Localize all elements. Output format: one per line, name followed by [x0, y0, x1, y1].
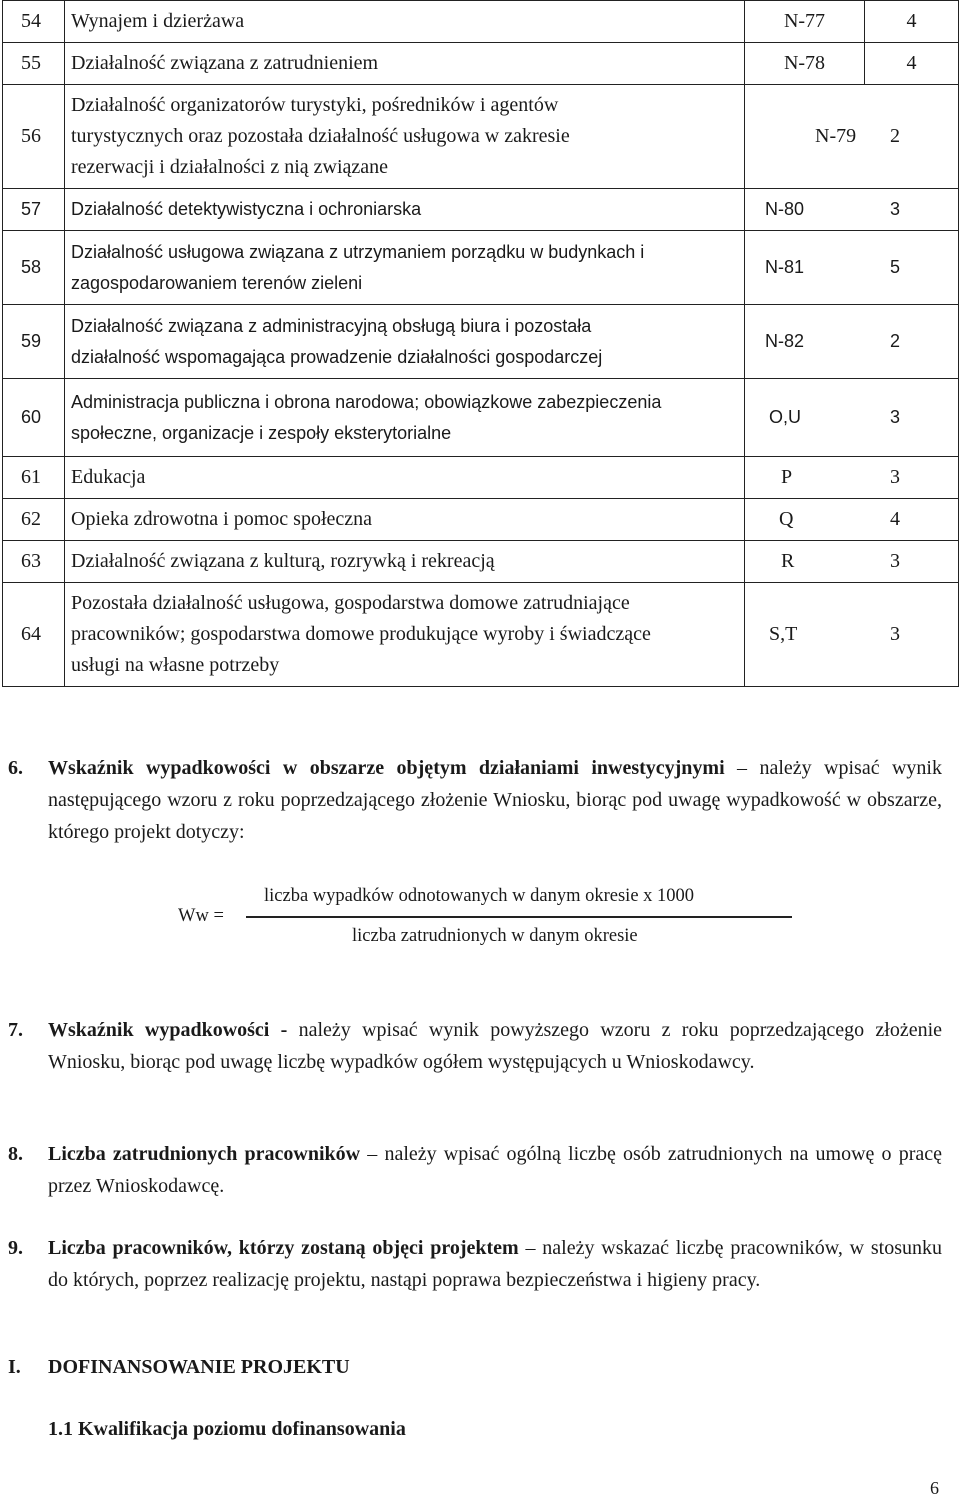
row-number: 57 [3, 189, 65, 231]
chapter-title: DOFINANSOWANIE PROJEKTU [48, 1356, 350, 1378]
merged-code-cell [745, 462, 958, 493]
section-number: 9. [8, 1237, 23, 1259]
table-row [3, 85, 959, 189]
section-number: 8. [8, 1143, 23, 1165]
table-row [3, 43, 959, 85]
row-code-count [745, 305, 959, 379]
merged-code-cell [745, 194, 958, 225]
row-code: N-80 [765, 199, 805, 219]
row-number: 62 [3, 499, 65, 541]
section-heading: Liczba pracowników, którzy zostaną objęci projektem [48, 1237, 519, 1259]
table-row [3, 231, 959, 305]
table-row [3, 379, 959, 457]
row-count: 4 [865, 43, 959, 85]
row-number: 54 [3, 1, 65, 43]
row-description: Wynajem i dzierżawa [65, 1, 745, 43]
row-description: Działalność związana z kulturą, rozrywką i rekreacją [65, 541, 745, 583]
formula-numerator: liczba wypadków odnotowanych w danym okresie x 1000 [264, 886, 695, 906]
row-description: Działalność usługowa związana z utrzymaniem porządku w budynkach i zagospodarowaniem terenów zieleni [65, 231, 745, 305]
table-row [3, 457, 959, 499]
row-code: R [781, 550, 795, 572]
section-text: – należy wpisać wynik następującego wzoru z roku poprzedzającego złożenie Wniosku, biorąc pod uwagę wypadkowość w obszarze, którego projekt dotyczy: [48, 757, 942, 843]
row-code: N-79 [815, 125, 857, 147]
row-number: 63 [3, 541, 65, 583]
row-number: 64 [3, 583, 65, 687]
row-description: Działalność związana z zatrudnieniem [65, 43, 745, 85]
row-description: Działalność organizatorów turystyki, pośredników i agentów turystycznych oraz pozostała działalność usługowa w zakresie rezerwacji i działalności z nią związane [65, 85, 745, 189]
table-row [3, 583, 959, 687]
row-code: N-81 [765, 257, 805, 277]
section-text: – należy wpisać ogólną liczbę osób zatrudnionych na umowę o pracę przez Wnioskodawcę. [48, 1143, 942, 1197]
row-code-count [745, 85, 959, 189]
page-number: 6 [930, 1478, 939, 1498]
row-count: 4 [890, 508, 900, 530]
row-number: 61 [3, 457, 65, 499]
row-description: Administracja publiczna i obrona narodowa; obowiązkowe zabezpieczenia społeczne, organizacje i zespoły eksterytorialne [65, 379, 745, 457]
formula [0, 886, 960, 956]
merged-code-cell [745, 326, 958, 357]
section-9 [8, 1232, 943, 1296]
subchapter-title: 1.1 Kwalifikacja poziomu dofinansowania [48, 1418, 406, 1440]
merged-code-cell [745, 504, 958, 535]
row-count: 3 [889, 199, 900, 219]
row-code: S,T [769, 623, 798, 645]
row-code: N-82 [765, 331, 805, 351]
row-description: Pozostała działalność usługowa, gospodarstwa domowe zatrudniające pracowników; gospodarstwa domowe produkujące wyroby i świadczące usługi na własne potrzeby [65, 583, 745, 687]
merged-code-cell [745, 546, 958, 577]
merged-code-cell [745, 619, 958, 650]
row-description: Edukacja [65, 457, 745, 499]
section-text: – należy wskazać liczbę pracowników, w stosunku do których, poprzez realizację projektu, nastąpi poprawa bezpieczeństwa i higieny pracy. [48, 1237, 943, 1291]
row-count: 3 [890, 466, 900, 488]
row-code: O,U [769, 407, 802, 427]
row-code-count [745, 583, 959, 687]
row-code: N-77 [745, 1, 865, 43]
table-row [3, 305, 959, 379]
row-description: Opieka zdrowotna i pomoc społeczna [65, 499, 745, 541]
merged-code-cell [745, 402, 958, 433]
formula-lhs: Ww = [178, 906, 224, 926]
section-6 [8, 752, 942, 848]
row-code-count [745, 457, 959, 499]
table-row [3, 1, 959, 43]
section-heading: Liczba zatrudnionych pracowników [48, 1143, 361, 1165]
row-count: 2 [890, 125, 900, 147]
row-code-count [745, 189, 959, 231]
section-number: 7. [8, 1019, 23, 1041]
table-row [3, 499, 959, 541]
section-7 [8, 1014, 943, 1078]
section-text: należy wpisać wynik powyższego wzoru z roku poprzedzającego złożenie Wniosku, biorąc pod uwagę liczbę wypadków ogółem występujących u Wnioskodawcy. [48, 1019, 943, 1073]
table-row [3, 189, 959, 231]
merged-code-cell [745, 121, 958, 152]
row-code-count [745, 541, 959, 583]
chapter-number: I. [8, 1356, 21, 1378]
table-row [3, 541, 959, 583]
row-count: 2 [889, 331, 900, 351]
section-number: 6. [8, 757, 23, 779]
row-code-count [745, 379, 959, 457]
row-count: 5 [889, 257, 900, 277]
pkd-table [2, 0, 959, 687]
row-code: N-78 [745, 43, 865, 85]
merged-code-cell [745, 252, 958, 283]
section-heading: Wskaźnik wypadkowości w obszarze objętym działaniami inwestycyjnymi [48, 757, 725, 779]
row-code-count [745, 499, 959, 541]
row-number: 59 [3, 305, 65, 379]
row-count: 3 [890, 623, 900, 645]
row-code: P [781, 466, 793, 488]
row-number: 60 [3, 379, 65, 457]
row-number: 58 [3, 231, 65, 305]
row-count: 3 [890, 550, 900, 572]
row-count: 3 [889, 407, 900, 427]
section-heading: Wskaźnik wypadkowości - [48, 1019, 288, 1041]
row-description: Działalność detektywistyczna i ochroniarska [65, 189, 745, 231]
row-code-count [745, 231, 959, 305]
formula-denominator: liczba zatrudnionych w danym okresie [352, 926, 638, 946]
row-number: 56 [3, 85, 65, 189]
section-8 [8, 1138, 942, 1202]
row-code: Q [779, 508, 794, 530]
fraction-line [246, 916, 792, 918]
row-count: 4 [865, 1, 959, 43]
row-description: Działalność związana z administracyjną obsługą biura i pozostała działalność wspomagająca prowadzenie działalności gospodarczej [65, 305, 745, 379]
row-number: 55 [3, 43, 65, 85]
